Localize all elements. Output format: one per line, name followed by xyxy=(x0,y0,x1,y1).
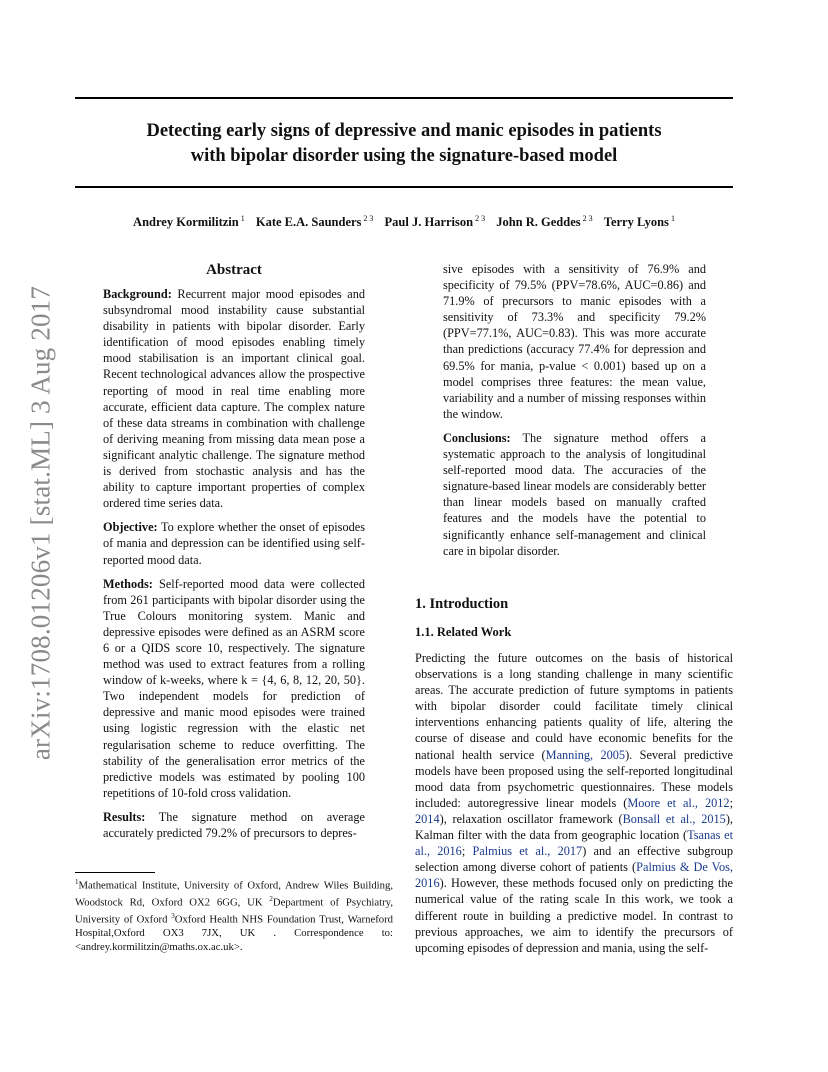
author-affiliation: 1 xyxy=(670,214,675,223)
objective-text: To explore whether the onset of episodes of mania and depression can be identified using self-reported mood data. xyxy=(103,520,365,567)
title-line-1: Detecting early signs of depressive and manic episodes in patients xyxy=(146,121,662,141)
methods-label: Methods: xyxy=(103,576,153,591)
methods-text: Self-reported mood data were collected from 261 participants with bipolar disorder using the True Colours monitoring system. Manic and depressive episodes were defined as an ASRM score 6 or a QIDS score 10, respectively. The signature method was used to extract features from a rolling window of k-weeks, where k = {4, 6, 8, 12, 20, 50}. Two independent models for prediction of depressive and manic mood episodes were trained using logistic regression with the elastic net regularisation scheme to reduce overfitting. The stability of the generalisation error metrics of the predictive models was estimated by pooling 100 repetitions of 10-fold cross validation. xyxy=(103,576,365,800)
author-name: Andrey Kormilitzin xyxy=(133,215,239,230)
author xyxy=(256,215,374,229)
citation-separator: ; xyxy=(461,844,473,859)
abstract-right-column xyxy=(443,261,706,567)
author-name: Paul J. Harrison xyxy=(384,215,474,230)
abstract-results-continued: sive episodes with a sensitivity of 76.9% and specificity of 79.5% (PPV=78.6%, AUC=0.86) and 71.9% of precursors to manic episodes with a sensitivity of 73.3% and specificity 79.2% (PPV=77.1%, AUC=0.83). This was more accurate than predictions (accuracy 77.4% for depression and 69.5% for mania, p-value < 0.001) based up on a model comprises three features: the mean value, variability and a number of missing responses within the window. xyxy=(443,262,706,421)
abstract-left-column xyxy=(103,260,365,849)
title-top-rule xyxy=(75,97,733,99)
author xyxy=(385,215,486,229)
abstract-methods xyxy=(103,576,365,801)
footnote-marker-2: 2 xyxy=(269,895,273,904)
author-affiliation: 2 3 xyxy=(475,214,486,223)
footnote-affiliation-1: Mathematical Institute, University of Oxford, Andrew Wiles Building, Woodstock Rd, Oxford OX2 6GG, UK xyxy=(75,879,393,909)
author-affiliation: 2 3 xyxy=(363,214,374,223)
results-text-left: The signature method on average accurately predicted 79.2% of precursors to depres- xyxy=(103,809,365,840)
citation-link[interactable]: 2014 xyxy=(415,811,440,826)
author-list xyxy=(75,214,733,230)
abstract-results xyxy=(103,809,365,841)
author-affiliation: 1 xyxy=(240,214,245,223)
author-name: Terry Lyons xyxy=(603,215,669,230)
abstract-objective xyxy=(103,519,365,567)
title-line-2: with bipolar disorder using the signature-based model xyxy=(190,146,618,166)
author-affiliation: 2 3 xyxy=(582,214,593,223)
citation-link[interactable]: Manning, 2005 xyxy=(545,747,626,762)
affiliation-footnote xyxy=(75,876,393,955)
introduction-section xyxy=(415,594,733,964)
abstract-background xyxy=(103,286,365,511)
citation-link[interactable]: Palmius & De Vos, 2016 xyxy=(415,860,733,891)
abstract-conclusions xyxy=(443,430,706,559)
author xyxy=(133,215,245,229)
citation-separator: ; xyxy=(729,795,734,810)
background-text: Recurrent major mood episodes and subsyndromal mood instability cause substantial disability in patients with bipolar disorder. Early identification of mood episodes enabling timely mood stabilisation is an important clinical goal. Recent technological advances allow the prospective reporting of mood in real time enabling more accurate, efficient data capture. The complex nature of these data streams in combination with challenge of deriving meaning from missing data mean pose a significant analytic challenge. The signature method is derived from stochastic analysis and has the ability to capture important properties of complex ordered time series data. xyxy=(103,287,366,511)
intro-text: ) and an effective subgroup selection among diverse cohort of patients ( xyxy=(415,844,733,875)
footnote-marker-1: 1 xyxy=(75,878,79,886)
paper-title xyxy=(75,119,733,169)
intro-text: ), Kalman filter with the data from geographic location ( xyxy=(415,811,733,843)
author-name: John R. Geddes xyxy=(496,215,581,230)
intro-text: ). Several predictive models have been proposed using the self-reported longitudinal mood data from psychometric questionnaires. These models included: autoregressive linear models ( xyxy=(415,747,733,810)
objective-label: Objective: xyxy=(103,520,158,535)
author xyxy=(496,215,592,229)
conclusions-text: The signature method offers a systematic approach to the analysis of longitudinal self-reported mood data. The accuracies of the signature-based linear models are considerably better than linear models based on manually crafted features and the models have the potential to significantly enhance self-management and clinical care in bipolar disorder. xyxy=(443,430,706,558)
title-bottom-rule xyxy=(75,186,733,188)
author-name: Kate E.A. Saunders xyxy=(255,215,362,230)
intro-text: Predicting the future outcomes on the basis of historical observations is a long standing challenge in many scientific areas. The accurate prediction of future symptoms in patients with bipolar disorder could facilitate timely clinical interventions enhancing patients quality of life, altering the course of disease and could have economic benefits for the national health service ( xyxy=(415,651,733,762)
introduction-heading: 1. Introduction xyxy=(415,596,509,612)
footnote-affiliation-2: Department of Psychiatry, University of Oxford xyxy=(75,896,393,926)
author xyxy=(604,215,675,229)
related-work-paragraph xyxy=(415,650,733,956)
footnote-affiliation-3: Oxford Health NHS Foundation Trust, Warneford Hospital,Oxford OX3 7JX, UK . Correspondence to: <andrey.kormilitzin@maths.ox.ac.uk>. xyxy=(75,913,393,954)
intro-text: ). However, these methods focused only on predicting the numerical value of the rating scale In this work, we took a different route in building a predictive model. In contrast to previous approaches, we aim to identify the precursors of upcoming episodes of depression and mania, using the self- xyxy=(415,876,733,955)
citation-link[interactable]: Palmius et al., 2017 xyxy=(472,844,583,859)
results-label: Results: xyxy=(103,809,146,824)
footnote-marker-3: 3 xyxy=(171,912,175,921)
intro-text: ), relaxation oscillator framework ( xyxy=(439,811,623,826)
conclusions-label: Conclusions: xyxy=(443,430,511,445)
citation-link[interactable]: Bonsall et al., 2015 xyxy=(622,811,726,826)
background-label: Background: xyxy=(103,287,172,301)
citation-link[interactable]: Tsanas et al., 2016 xyxy=(415,828,733,859)
abstract-heading: Abstract xyxy=(206,262,262,278)
citation-link[interactable]: Moore et al., 2012 xyxy=(627,795,730,810)
footnote-rule xyxy=(75,872,155,873)
arxiv-identifier-stamp: arXiv:1708.01206v1 [stat.ML] 3 Aug 2017 xyxy=(25,285,56,761)
related-work-heading: 1.1. Related Work xyxy=(415,625,512,639)
